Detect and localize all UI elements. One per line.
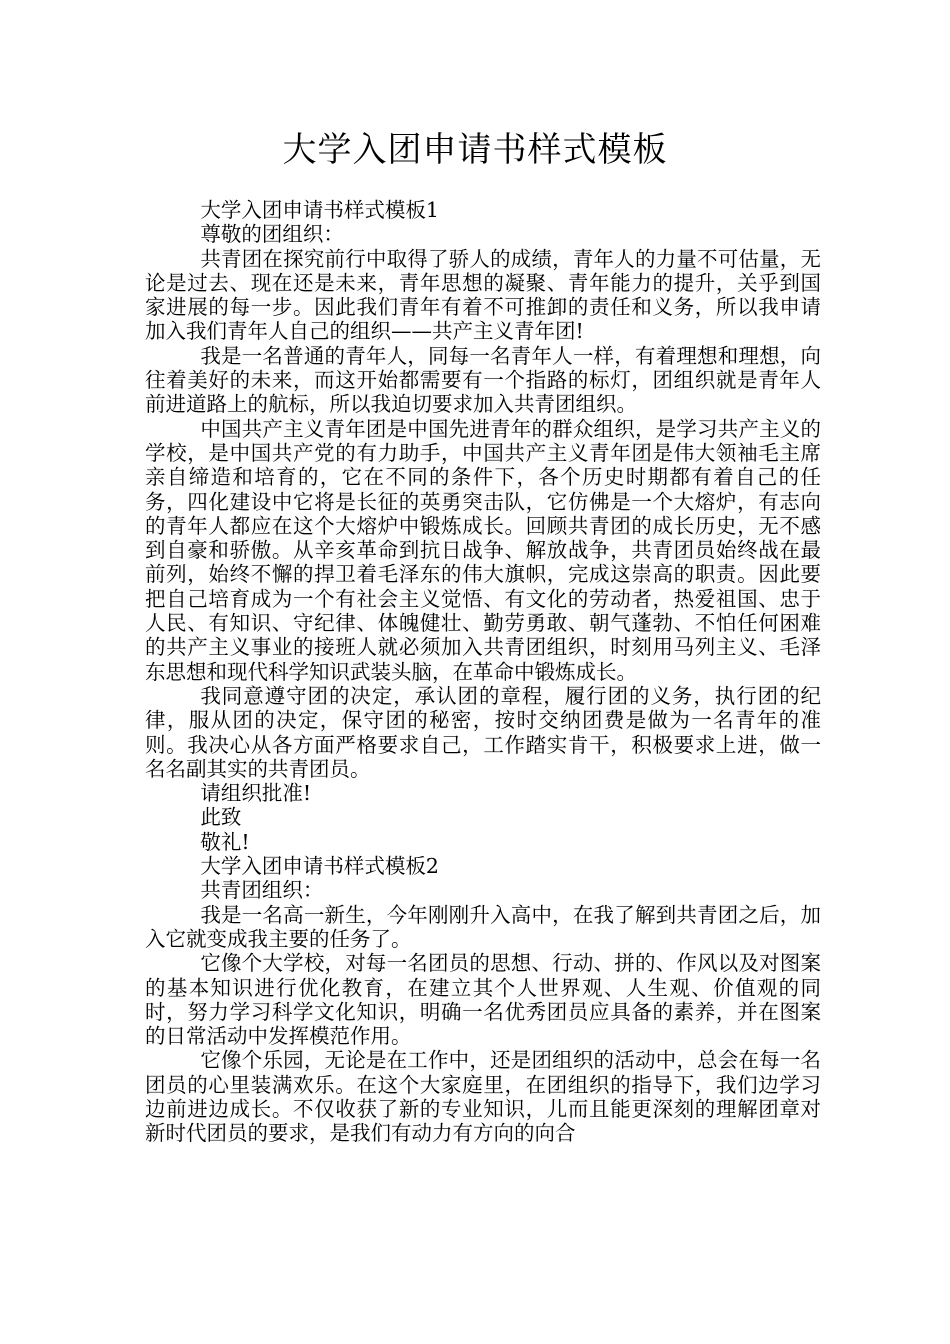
body-paragraph: 它像个乐园，无论是在工作中，还是团组织的活动中，总会在每一名团员的心里装满欢乐。在这个大家庭里，在团组织的指导下，我们边学习边前进边成长。不仅收获了新的专业知识，儿而且能更深刻的理解团章对新时代团员的要求，是我们有动力有方向的向合 (145, 1048, 821, 1146)
closing-jingli: 敬礼! (200, 829, 250, 854)
body-paragraph: 它像个大学校，对每一名团员的思想、行动、拼的、作风以及对图案的基本知识进行优化教育，在建立其个人世界观、人生观、价值观的同时，努力学习科学文化知识，明确一名优秀团员应具备的素养，并在图案的日常活动中发挥模范作用。 (145, 951, 821, 1049)
salutation-1: 尊敬的团组织： (200, 222, 344, 247)
section-heading-2: 大学入团申请书样式模板2 (200, 854, 439, 879)
body-paragraph: 我是一名普通的青年人，同每一名青年人一样，有着理想和理想，向往着美好的未来，而这开始都需要有一个指路的标灯，团组织就是青年人前进道路上的航标，所以我迫切要求加入共青团组织。 (145, 343, 821, 417)
body-paragraph: 共青团在探究前行中取得了骄人的成绩，青年人的力量不可估量，无论是过去、现在还是未来，青年思想的凝聚、青年能力的提升，关乎到国家进展的每一步。因此我们青年有着不可推卸的责任和义务，所以我申请加入我们青年人自己的组织——共产主义青年团! (145, 246, 821, 344)
document-body (145, 198, 821, 1146)
document-title: 大学入团申请书样式模板 (282, 130, 668, 170)
body-paragraph: 我同意遵守团的决定，承认团的章程，履行团的义务，执行团的纪律，服从团的决定，保守团的秘密，按时交纳团费是做为一名青年的准则。我决心从各方面严格要求自己，工作踏实肯干，积极要求上进，做一名名副其实的共青团员。 (145, 683, 821, 781)
section-heading-1: 大学入团申请书样式模板1 (200, 198, 439, 222)
body-paragraph: 我是一名高一新生，今年刚刚升入高中，在我了解到共青团之后，加入它就变成我主要的任务了。 (145, 902, 821, 951)
closing-request: 请组织批准! (200, 781, 312, 806)
body-paragraph: 中国共产主义青年团是中国先进青年的群众组织，是学习共产主义的学校，是中国共产党的有力助手，中国共产主义青年团是伟大领袖毛主席亲自缔造和培育的，它在不同的条件下，各个历史时期都有着自己的任务，四化建设中它将是长征的英勇突击队，它仿佛是一个大熔炉，有志向的青年人都应在这个大熔炉中锻炼成长。回顾共青团的成长历史，无不感到自豪和骄傲。从辛亥革命到抗日战争、解放战争，共青团员始终战在最前列，始终不懈的捍卫着毛泽东的伟大旗帜，完成这崇高的职责。因此要把自己培育成为一个有社会主义觉悟、有文化的劳动者，热爱祖国、忠于人民、有知识、守纪律、体魄健壮、勤劳勇敢、朝气蓬勃、不怕任何困难的共产主义事业的接班人就必须加入共青团组织，时刻用马列主义、毛泽东思想和现代科学知识武装头脑，在革命中锻炼成长。 (145, 416, 821, 684)
closing-cizhi: 此致 (200, 805, 242, 830)
salutation-2: 共青团组织： (200, 878, 324, 903)
